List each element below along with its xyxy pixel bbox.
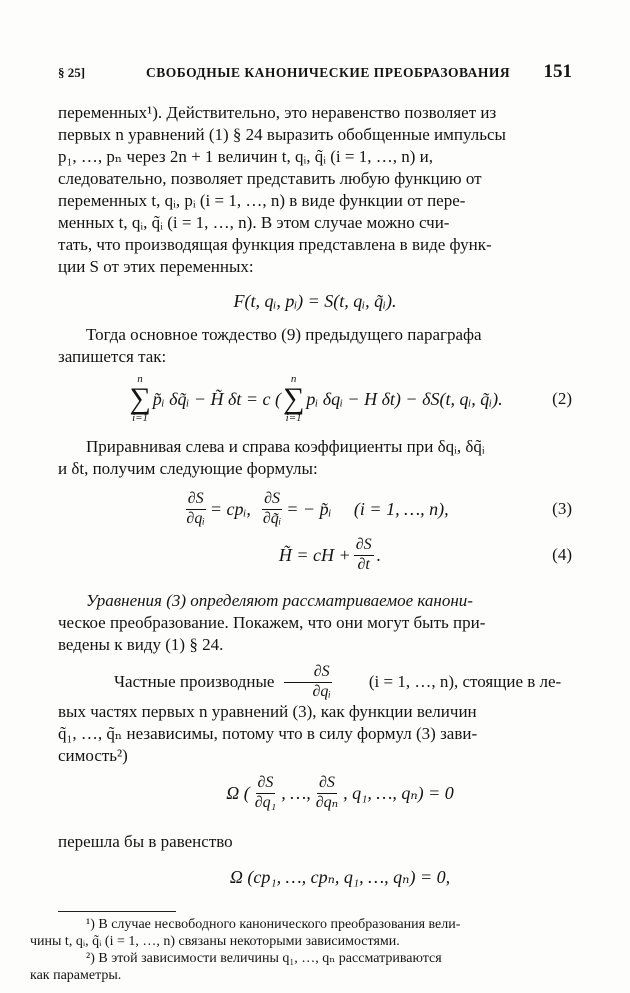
equation-segment: , q₁, …, qₙ) = 0 [343,783,454,804]
text-line: тать, что производящая функция представлена в виде функ- [58,235,492,254]
text-line: перешла бы в равенство [58,831,233,851]
text-line: симость²) [58,745,128,765]
text-line: переменных t, qᵢ, pᵢ (i = 1, …, n) в виде функции от пере- [58,191,466,210]
paragraph-6 [58,831,572,853]
equation-4 [58,534,572,576]
equation-number: (2) [552,389,572,408]
footnote-line: ²) В этой зависимости величины q₁, …, qₙ рассматриваются [86,950,442,966]
text-line: следовательно, позволяет представить любую функцию от [58,169,482,188]
equation-segment: = − p̃ᵢ (i = 1, …, n), [286,498,449,519]
footnote-divider [58,911,176,912]
equation-text: Ω (cp₁, …, cpₙ, q₁, …, qₙ) = 0, [229,867,451,888]
section-ref: § 25] [58,65,86,80]
fraction-denominator: ∂q̃ᵢ [262,509,282,527]
equation-left: p̃ᵢ δq̃ᵢ − H̃ δt = c ( [152,388,281,409]
text-line: запишется так: [58,347,167,366]
summation-symbol: n ∑ i=1 [282,373,305,424]
equation-segment: Ω ( [226,783,250,804]
fraction-numerator: ∂S [354,537,374,556]
text-line: менных t, qᵢ, q̃ᵢ (i = 1, …, n). В этом случае можно счи- [58,213,450,232]
text-line [86,664,561,701]
equation-segment: . [376,544,382,565]
footnote-1 [30,916,572,950]
equation-segment: , …, [281,783,311,804]
equation-segment: = cpᵢ, [209,498,251,519]
sum-upper-limit: n [137,373,143,385]
page-body [30,102,572,984]
paragraph-4 [58,590,572,656]
equation-3 [58,486,572,532]
equation-middle: pᵢ δqᵢ − H δt) − δS(t, qᵢ, q̃ᵢ). [306,388,503,409]
equation-omega-2 [58,865,572,891]
fraction [253,775,278,812]
fraction [184,491,206,528]
footnote-line: чины t, qᵢ, q̃ᵢ (i = 1, …, n) связаны некоторыми зависимостями. [30,933,400,949]
equation-segment: H̃ = cH + [278,544,351,565]
page-number: 151 [543,61,572,82]
fraction-denominator: ∂qₙ [315,794,339,812]
paragraph-5 [58,664,572,767]
fraction [282,664,332,701]
footnote-line: как параметры. [30,967,122,983]
text-line: ческое преобразование. Покажем, что они могут быть при- [58,613,486,632]
line-segment: (i = 1, …, n), стоящие в ле- [368,672,562,692]
chapter-title: СВОБОДНЫЕ КАНОНИЧЕСКИЕ ПРЕОБРАЗОВАНИЯ [146,65,511,80]
paragraph-3 [58,436,572,480]
equation-number: (4) [552,545,572,564]
equation-text: F(t, qᵢ, pᵢ) = S(t, qᵢ, q̃ᵢ). [233,290,397,311]
text-line: и δt, получим следующие формулы: [58,459,318,478]
paragraph-2 [58,324,572,368]
text-line: переменных¹). Действительно, это неравенство позволяет из [58,103,497,122]
fraction-denominator: ∂q₁ [254,794,277,812]
fraction-numerator: ∂S [317,775,337,794]
text-line: вых частях первых n уравнений (3), как функции величин [58,701,477,721]
equation-F [58,287,572,315]
fraction [261,491,283,528]
sum-lower-limit: i=1 [132,412,149,424]
text-line: первых n уравнений (1) § 24 выразить обобщенные импульсы [58,125,506,144]
text-line: q̃₁, …, q̃ₙ независимы, потому что в силу формул (3) зави- [58,723,478,743]
text-line: Тогда основное тождество (9) предыдущего параграфа [86,325,482,344]
text-line: Уравнения (3) определяют рассматриваемое канони- [86,591,473,610]
footnote-line: ¹) В случае несвободного канонического преобразования вели- [86,916,461,932]
sum-lower-limit: i=1 [285,412,302,424]
text-line: p₁, …, pₙ через 2n + 1 величин t, qᵢ, q̃ᵢ (i = 1, …, n) и, [58,147,433,166]
fraction-numerator: ∂S [256,775,276,794]
fraction-denominator: ∂t [357,555,370,573]
equation-number: (3) [552,499,572,518]
paragraph-1 [58,102,572,278]
fraction-denominator: ∂qᵢ [312,682,331,700]
summation-symbol: n ∑ i=1 [129,373,151,424]
running-header [58,61,572,85]
line-segment: Частные производные [114,672,275,692]
text-line: ции S от этих переменных: [58,257,254,276]
footnote-2 [30,950,572,984]
equation-2 [58,370,572,428]
equation-omega-1 [58,769,572,819]
fraction-numerator: ∂S [262,491,282,510]
sum-upper-limit: n [290,373,297,385]
footnotes [30,911,572,984]
text-line: Приравнивая слева и справа коэффициенты при δqᵢ, δq̃ᵢ [86,437,485,456]
text-line: ведены к виду (1) § 24. [58,635,224,654]
fraction [314,775,340,812]
fraction-numerator: ∂S [284,664,332,683]
fraction-numerator: ∂S [186,491,206,510]
fraction-denominator: ∂qᵢ [186,509,205,527]
fraction [354,537,374,574]
